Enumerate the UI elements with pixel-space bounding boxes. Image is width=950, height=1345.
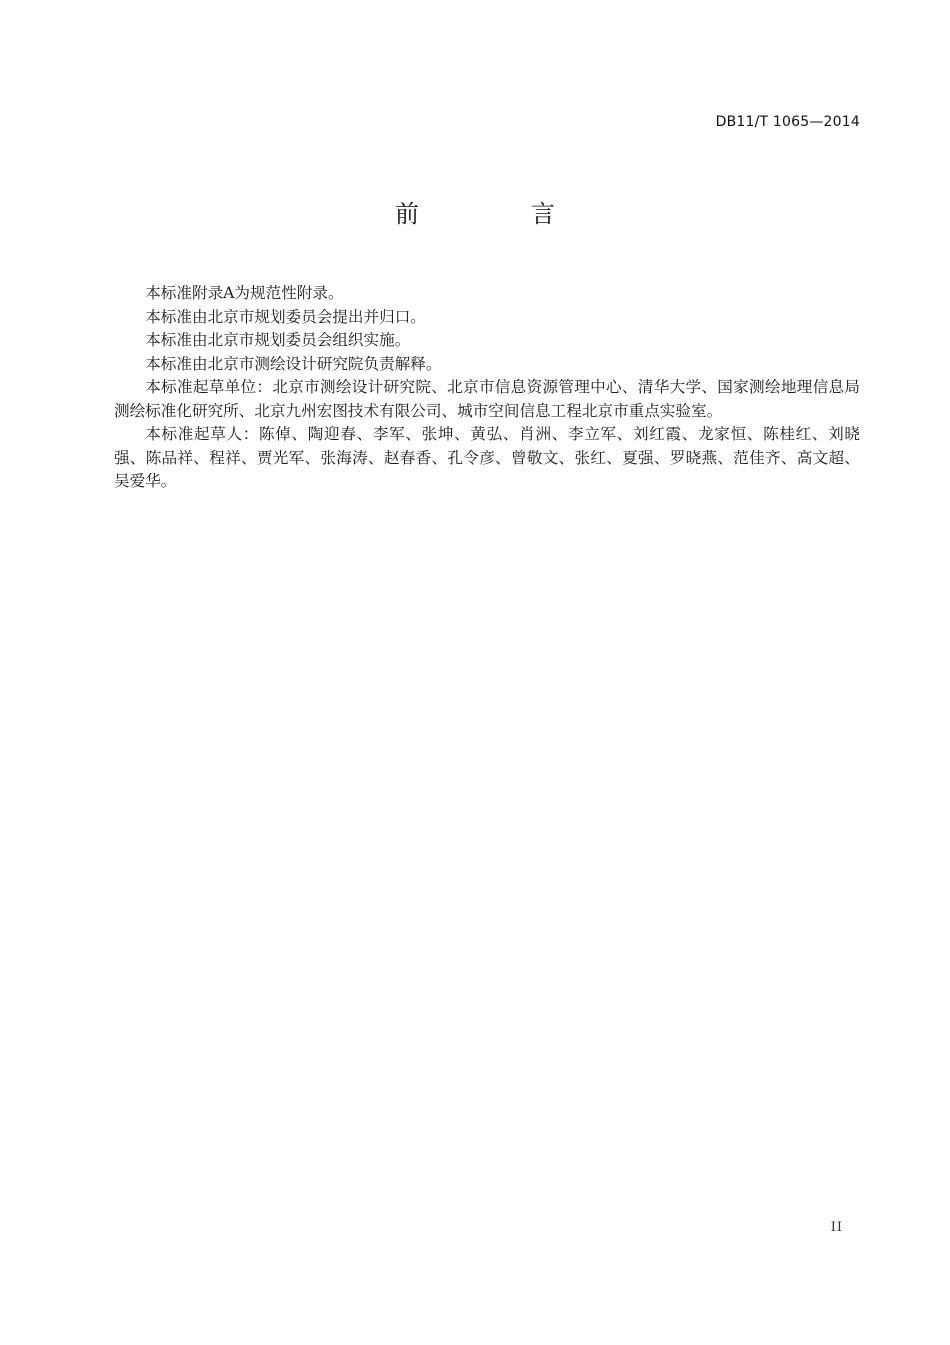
paragraph-appendix: 本标准附录A为规范性附录。 [145, 284, 344, 302]
paragraph-implemented-by: 本标准由北京市规划委员会组织实施。 [145, 331, 411, 349]
paragraph-drafting-units: 本标准起草单位：北京市测绘设计研究院、北京市信息资源管理中心、清华大学、国家测绘地理信息局测绘标准化研究所、北京九州宏图技术有限公司、城市空间信息工程北京市重点实验室。 [114, 378, 860, 420]
page-title: 前 言 [395, 200, 599, 228]
paragraph-drafters: 本标准起草人：陈倬、陶迎春、李军、张坤、黄弘、肖洲、李立军、刘红霞、龙家恒、陈桂红、刘晓强、陈品祥、程祥、贾光军、张海涛、赵春香、孔令彦、曾敬文、张红、夏强、罗晓燕、范佳齐、高文超、吴爱华。 [114, 425, 860, 490]
page-number: II [830, 1220, 843, 1235]
foreword-body [114, 282, 860, 494]
standard-code: DB11/T 1065—2014 [715, 114, 860, 130]
paragraph-interpreted-by: 本标准由北京市测绘设计研究院负责解释。 [145, 354, 442, 373]
paragraph-proposed-by: 本标准由北京市规划委员会提出并归口。 [145, 307, 426, 326]
